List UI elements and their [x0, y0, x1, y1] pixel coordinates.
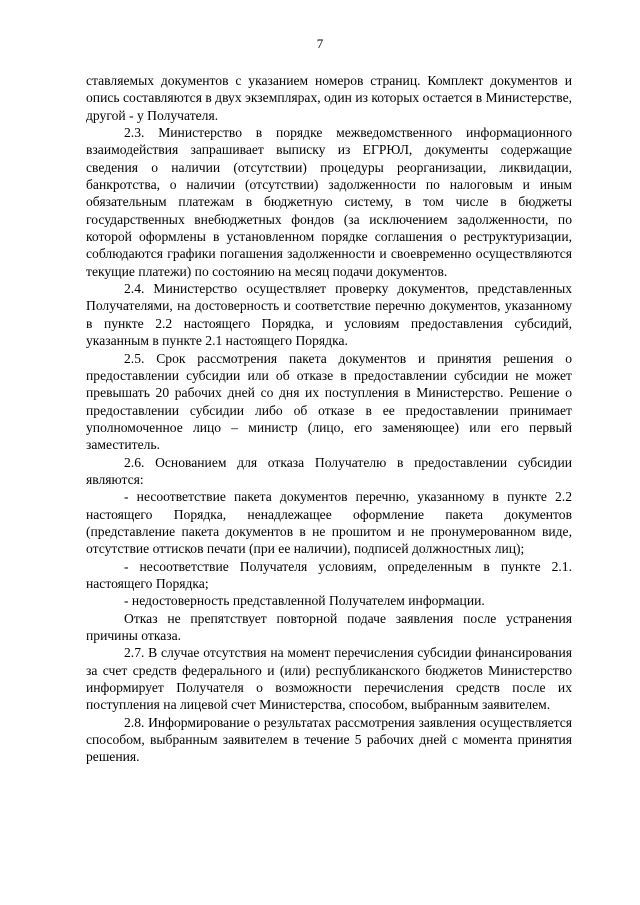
paragraph-2-8: 2.8. Информирование о результатах рассмотрения заявления осуществляется способом, выбранным заявителем в течение 5 рабочих дней с момента принятия решения.	[86, 714, 572, 765]
page-number: 7	[316, 36, 324, 51]
list-item-refusal-2: - несоответствие Получателя условиям, определенным в пункте 2.1. настоящего Порядка;	[86, 558, 572, 591]
paragraph-2-7: 2.7. В случае отсутствия на момент перечисления субсидии финансирования за счет средств федерального и (или) республиканского бюджетов Министерство информирует Получателя о возможности перечисления средств после их поступления на лицевой счет Министерства, способом, выбранным заявителем.	[86, 645, 572, 713]
list-item-refusal-1: - несоответствие пакета документов перечню, указанному в пункте 2.2 настоящего Порядка, ненадлежащее оформление пакета документов (представление пакета документов в не прошитом и не пронумерованном виде, отсутствие оттисков печати (при ее наличии), подписей должностных лиц);	[86, 489, 572, 557]
list-item-refusal-3: - недостоверность представленной Получателем информации.	[124, 593, 485, 609]
paragraph-2-3: 2.3. Министерство в порядке межведомственного информационного взаимодействия запрашивает выписку из ЕГРЮЛ, документы содержащие сведения о наличии (отсутствии) процедуры реорганизации, ликвидации, банкротства, о наличии (отсутствии) задолженности по налоговым и иным обязательным платежам в бюджетную систему, в том числе в бюджеты государственных внебюджетных фондов (за исключением задолженности, по которой оформлены в установленном порядке соглашения о реструктуризации, соблюдаются графики погашения задолженности и своевременно осуществляются текущие платежи) по состоянию на месяц подачи документов.	[86, 125, 572, 279]
document-body	[86, 72, 572, 766]
paragraph-2-5: 2.5. Срок рассмотрения пакета документов и принятия решения о предоставлении субсидии или об отказе в предоставлении субсидии не может превышать 20 рабочих дней со дня их поступления в Министерство. Решение о предоставлении субсидии либо об отказе в ее предоставлении принимает уполномоченное лицо – министр (лицо, его заменяющее) или его первый заместитель.	[86, 350, 572, 453]
paragraph-2-4: 2.4. Министерство осуществляет проверку документов, представленных Получателями, на достоверность и соответствие перечню документов, указанному в пункте 2.2 настоящего Порядка, и условиям предоставления субсидий, указанным в пункте 2.1 настоящего Порядка.	[86, 281, 572, 349]
paragraph-refusal-note: Отказ не препятствует повторной подаче заявления после устранения причины отказа.	[86, 610, 572, 643]
paragraph-continuation: ставляемых документов с указанием номеров страниц. Комплект документов и опись составляются в двух экземплярах, один из которых остается в Министерстве, другой - у Получателя.	[86, 73, 572, 123]
paragraph-2-6: 2.6. Основанием для отказа Получателю в предоставлении субсидии являются:	[86, 454, 572, 487]
